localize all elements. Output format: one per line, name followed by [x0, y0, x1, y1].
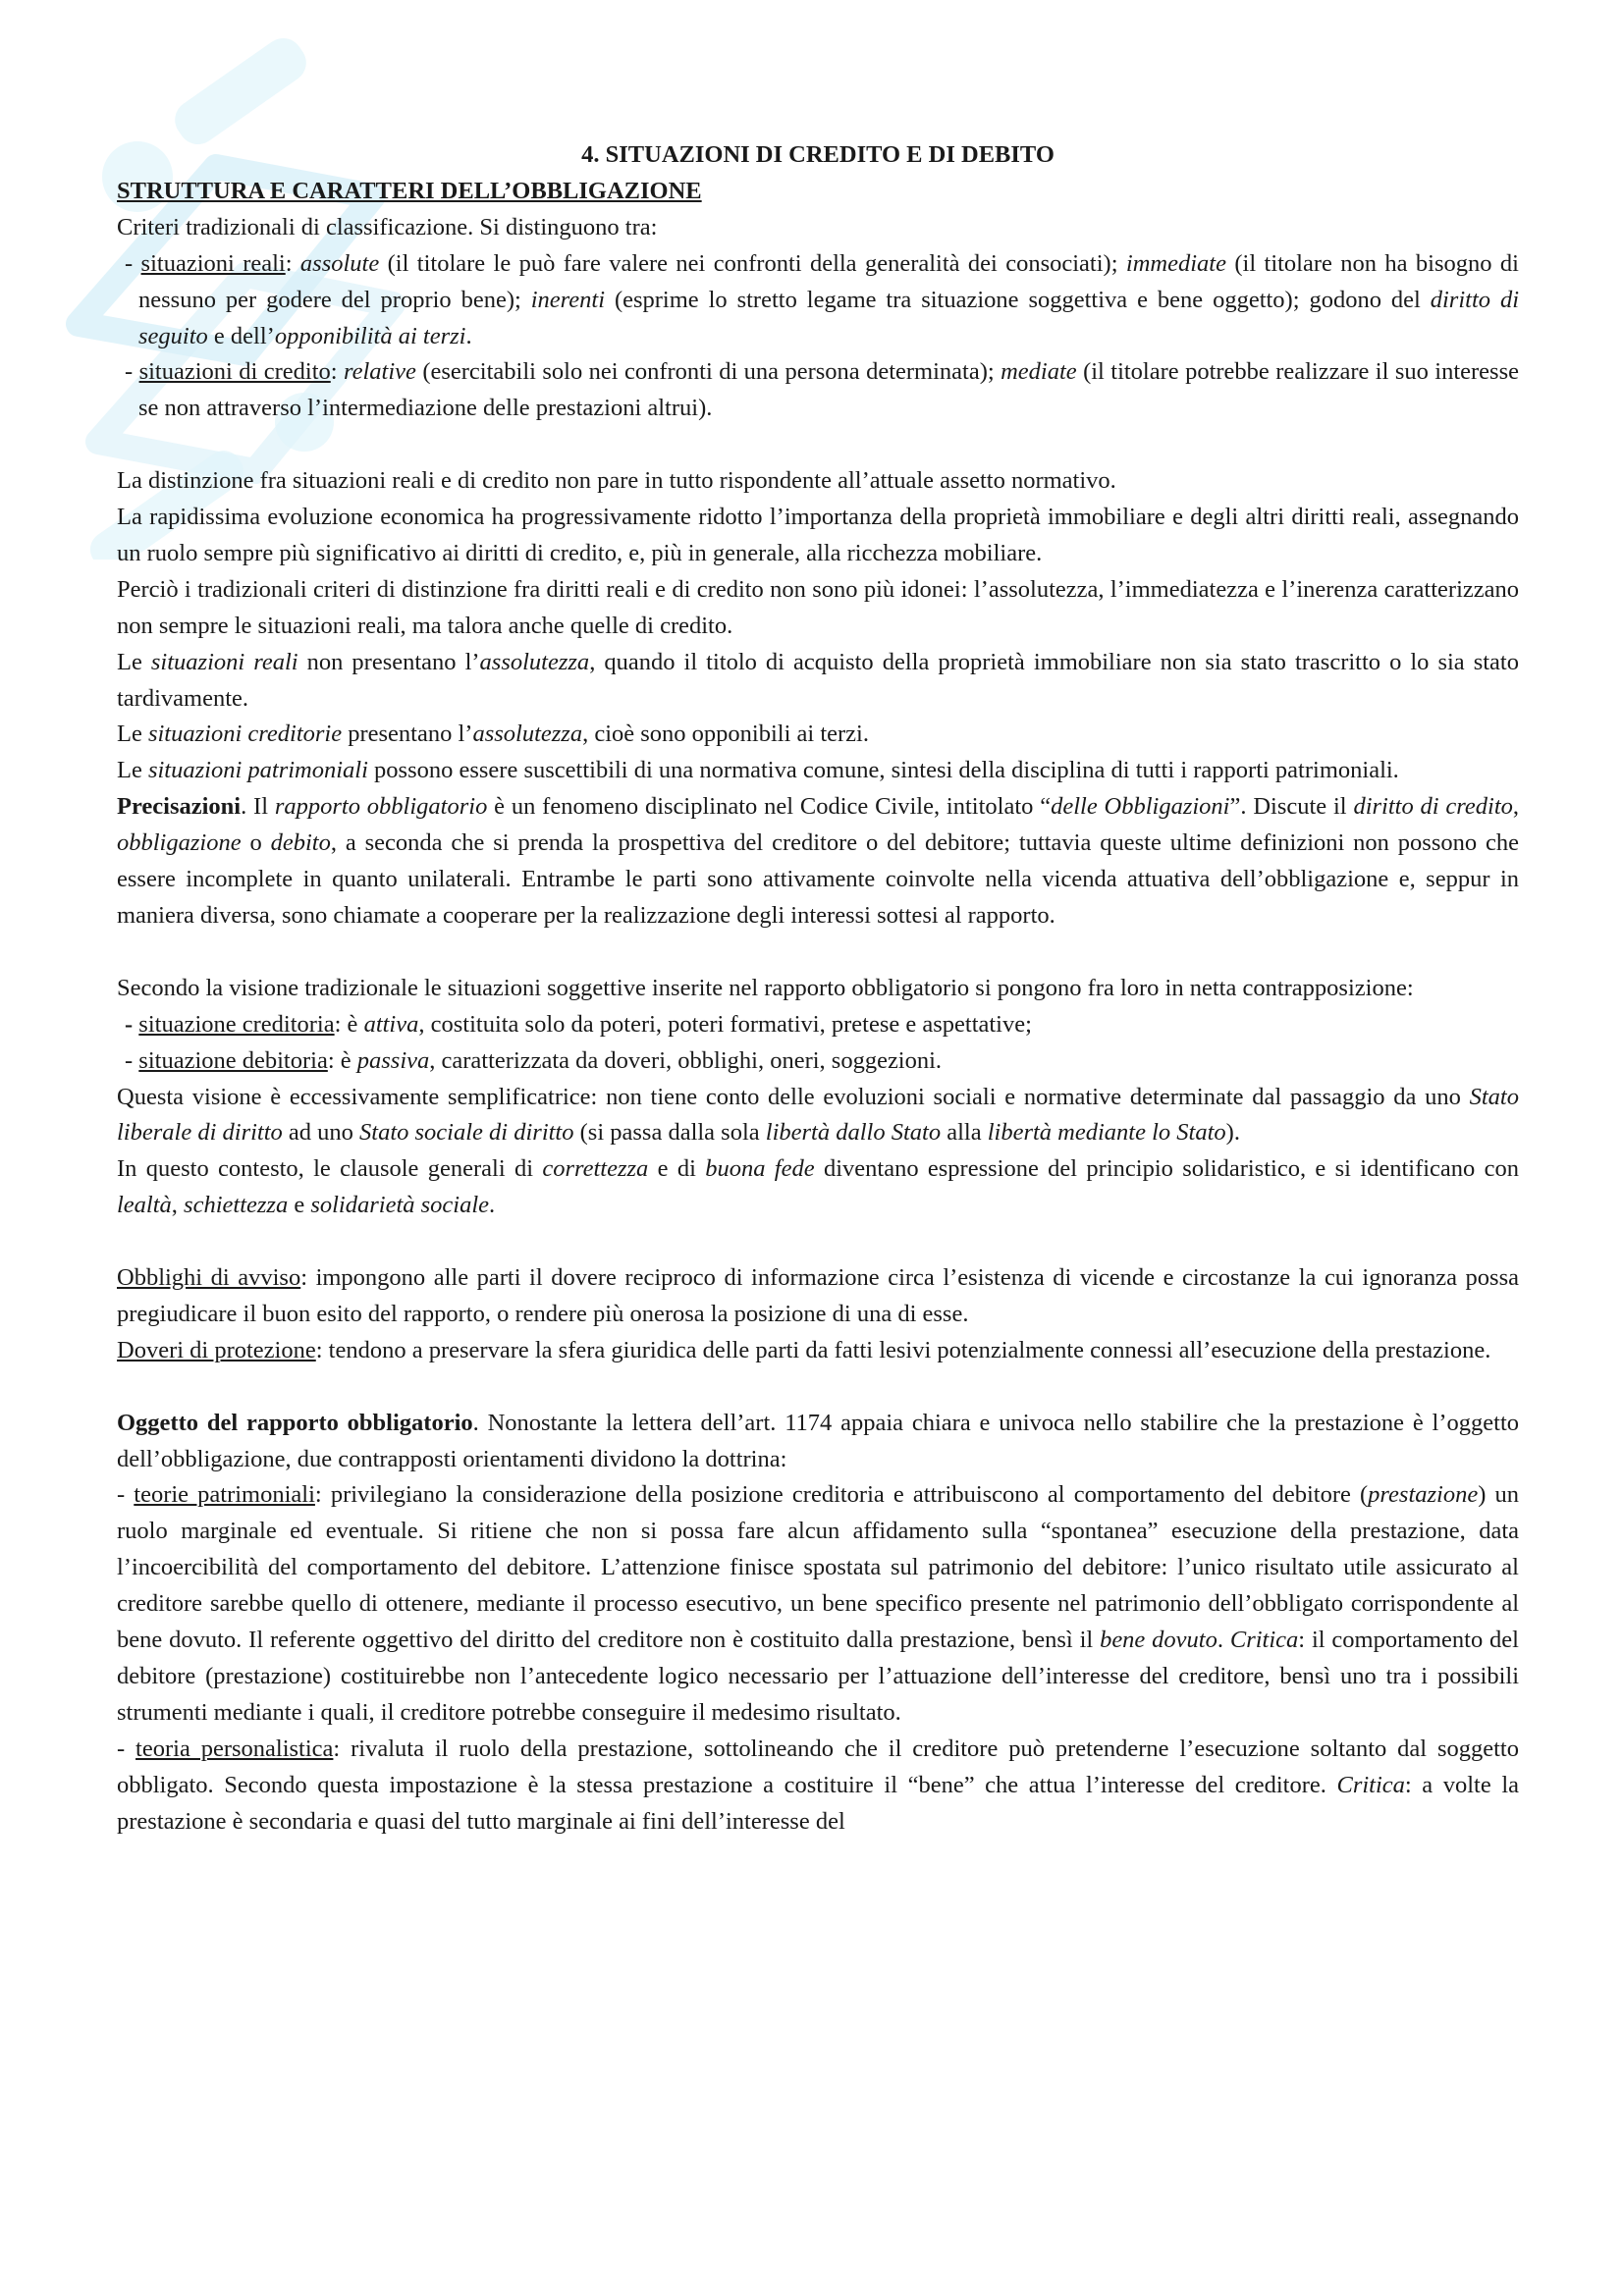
list-item-situazioni-credito: - situazioni di credito: relative (esercitabili solo nei confronti di una persona determinata); mediate (il titolare potrebbe realizzare il suo interesse se non attraverso l’intermediazione delle prestazioni altrui).	[125, 358, 1519, 422]
paragraph-visione: Secondo la visione tradizionale le situazioni soggettive inserite nel rapporto obbligatorio si pongono fra loro in netta contrapposizione:	[117, 974, 1414, 1001]
paragraph-oggetto: Oggetto del rapporto obbligatorio. Nonostante la lettera dell’art. 1174 appaia chiara e univoca nello stabilire che la prestazione è l’oggetto dell’obbligazione, due contrapposti orientamenti dividono la dottrina:	[117, 1409, 1520, 1472]
paragraph-situazioni-patrimoniali: Le situazioni patrimoniali possono essere suscettibili di una normativa comune, sintesi della disciplina di tutti i rapporti patrimoniali.	[117, 757, 1399, 784]
paragraph-percio: Perciò i tradizionali criteri di distinzione fra diritti reali e di credito non sono più idonei: l’assolutezza, l’immediatezza e l’inerenza caratterizzano non sempre le situazioni reali, ma talora anche quelle di credito.	[117, 575, 1519, 639]
paragraph-rapidissima: La rapidissima evoluzione economica ha progressivamente ridotto l’importanza della proprietà immobiliare e degli altri diritti reali, assegnando un ruolo sempre più significativo ai diritti di credito, e, più in generale, alla ricchezza mobiliare.	[117, 504, 1519, 566]
paragraph-situazioni-reali: Le situazioni reali non presentano l’assolutezza, quando il titolo di acquisto della proprietà immobiliare non sia stato trascritto o lo sia stato tardivamente.	[117, 648, 1519, 712]
spacer	[117, 1369, 1519, 1406]
spacer	[117, 427, 1519, 463]
list-item-teoria-personalistica: - teoria personalistica: rivaluta il ruolo della prestazione, sottolineando che il creditore può pretenderne l’esecuzione soltanto dal soggetto obbligato. Secondo questa impostazione è la stessa prestazione a costituire il “bene” che attua l’interesse del creditore. Critica: a volte la prestazione è secondaria e quasi del tutto marginale ai fini dell’interesse del	[117, 1735, 1520, 1835]
paragraph-questa-visione: Questa visione è eccessivamente semplificatrice: non tiene conto delle evoluzioni sociali e normative determinate dal passaggio da uno Stato liberale di diritto ad uno Stato sociale di diritto (si passa dalla sola libertà dallo Stato alla libertà mediante lo Stato).	[117, 1083, 1519, 1147]
paragraph-situazioni-creditorie: Le situazioni creditorie presentano l’assolutezza, cioè sono opponibili ai terzi.	[117, 721, 869, 748]
document-title: 4. SITUAZIONI DI CREDITO E DI DEBITO	[581, 141, 1055, 168]
section-heading: STRUTTURA E CARATTERI DELL’OBBLIGAZIONE	[117, 177, 702, 204]
paragraph-contesto: In questo contesto, le clausole generali di correttezza e di buona fede diventano espressione del principio solidaristico, e si identificano con lealtà, schiettezza e solidarietà sociale.	[117, 1155, 1519, 1219]
paragraph-doveri-protezione: Doveri di protezione: tendono a preservare la sfera giuridica delle parti da fatti lesivi potenzialmente connessi all’esecuzione della prestazione.	[117, 1336, 1491, 1363]
spacer	[117, 934, 1519, 971]
paragraph-criteri: Criteri tradizionali di classificazione. Si distinguono tra:	[117, 213, 658, 240]
list-item-situazioni-reali: - situazioni reali: assolute (il titolare le può fare valere nei confronti della generalità dei consociati); immediate (il titolare non ha bisogno di nessuno per godere del proprio bene); inerenti (esprime lo stretto legame tra situazione soggettiva e bene oggetto); godono del diritto di seguito e dell’opponibilità ai terzi.	[125, 249, 1519, 349]
paragraph-obblighi-avviso: Obblighi di avviso: impongono alle parti il dovere reciproco di informazione circa l’esistenza di vicende e circostanze la cui ignoranza possa pregiudicare il buon esito del rapporto, o rendere più onerosa la posizione di una di esse.	[117, 1264, 1519, 1327]
list-item-situazione-creditoria: - situazione creditoria: è attiva, costituita solo da poteri, poteri formativi, pretese e aspettative;	[125, 1010, 1032, 1038]
spacer	[117, 1224, 1519, 1260]
list-item-situazione-debitoria: - situazione debitoria: è passiva, caratterizzata da doveri, obblighi, oneri, soggezioni.	[125, 1046, 943, 1074]
document-body	[117, 137, 1519, 1841]
paragraph-precisazioni: Precisazioni. Il rapporto obbligatorio è un fenomeno disciplinato nel Codice Civile, intitolato “delle Obbligazioni”. Discute il diritto di credito, obbligazione o debito, a seconda che si prenda la prospettiva del creditore o del debitore; tuttavia queste ultime definizioni non possono che essere incomplete in quanto unilaterali. Entrambe le parti sono attivamente coinvolte nella vicenda attuativa dell’obbligazione e, seppur in maniera diversa, sono chiamate a cooperare per la realizzazione degli interessi sottesi al rapporto.	[117, 793, 1520, 930]
paragraph-distinzione: La distinzione fra situazioni reali e di credito non pare in tutto rispondente all’attuale assetto normativo.	[117, 467, 1116, 495]
list-item-teorie-patrimoniali: - teorie patrimoniali: privilegiano la considerazione della posizione creditoria e attribuiscono al comportamento del debitore (prestazione) un ruolo marginale ed eventuale. Si ritiene che non si possa fare alcun affidamento sulla “spontanea” esecuzione della prestazione, data l’incoercibilità del comportamento del debitore. L’attenzione finisce spostata sul patrimonio del debitore: l’unico risultato utile assicurato al creditore sarebbe quello di ottenere, mediante il processo esecutivo, un bene specifico presente nel patrimonio dell’obbligato corrispondente al bene dovuto. Il referente oggettivo del diritto del creditore non è costituito dalla prestazione, bensì il bene dovuto. Critica: il comportamento del debitore (prestazione) costituirebbe non l’antecedente logico necessario per l’attuazione dell’interesse del creditore, bensì uno tra i possibili strumenti mediante i quali, il creditore potrebbe conseguire il medesimo risultato.	[117, 1481, 1519, 1726]
